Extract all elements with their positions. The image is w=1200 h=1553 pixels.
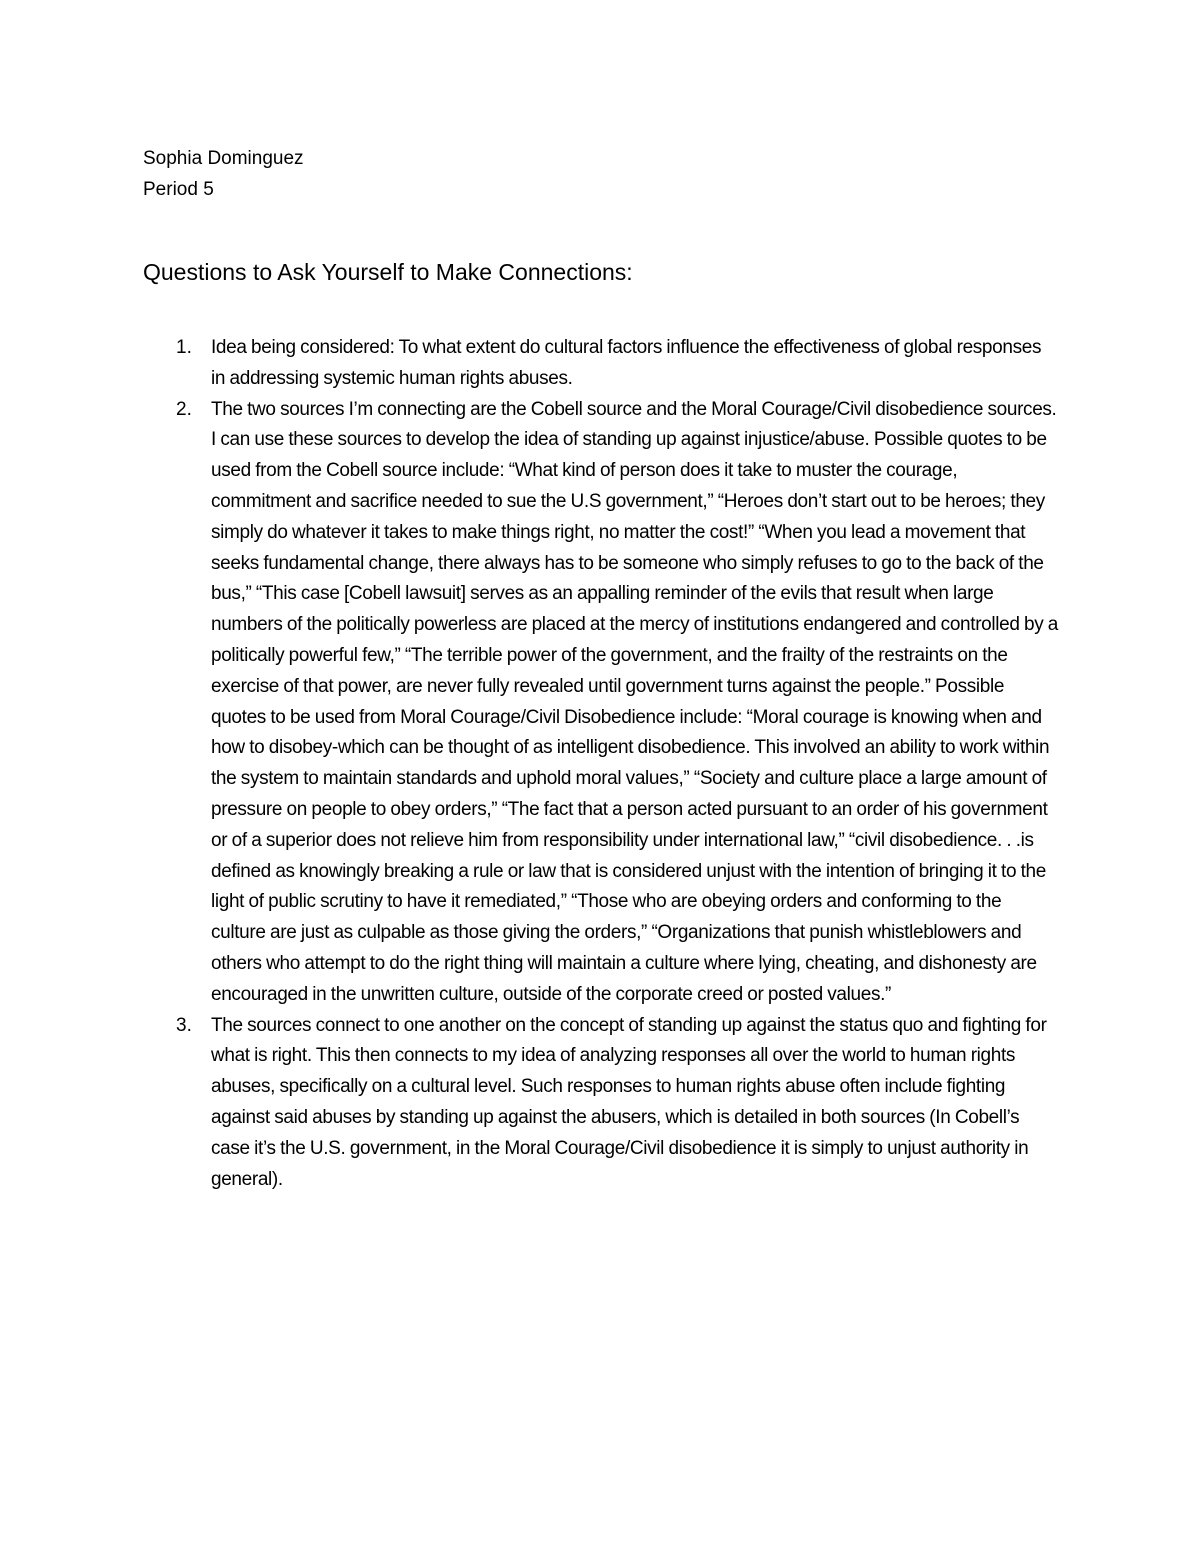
list-item-number: 3. [176, 1014, 192, 1036]
list-item-text: The sources connect to one another on the concept of standing up against the status quo and fighting for what is right. This then connects to my idea of analyzing responses all over the world to human rights abuses, specifically on a cultural level. Such responses to human rights abuse often include fighting against said abuses by standing up against the abusers, which is detailed in both sources (In Cobell’s case it’s the U.S. government, in the Moral Courage/Civil disobedience it is simply to unjust authority in general). [211, 1014, 1047, 1190]
author-name: Sophia Dominguez [143, 148, 304, 169]
list-item [143, 1011, 1058, 1196]
class-period: Period 5 [143, 179, 214, 200]
list-item-number: 1. [176, 337, 192, 358]
list-item [143, 333, 1058, 395]
list-item-number: 2. [176, 398, 192, 420]
list-item-text: Idea being considered: To what extent do cultural factors influence the effectiveness of global responses in addressing systemic human rights abuses. [211, 337, 1042, 389]
list-item [143, 395, 1058, 1011]
numbered-list [143, 333, 1058, 1195]
section-heading: Questions to Ask Yourself to Make Connections: [143, 259, 633, 285]
document-header [143, 143, 304, 205]
list-item-text: The two sources I’m connecting are the Cobell source and the Moral Courage/Civil disobedience sources. I can use these sources to develop the idea of standing up against injustice/abuse. Possible quotes to be used from the Cobell source include: “What kind of person does it take to muster the courage, commitment and sacrifice needed to sue the U.S government,” “Heroes don’t start out to be heroes; they simply do whatever it takes to make things right, no matter the cost!” “When you lead a movement that seeks fundamental change, there always has to be someone who simply refuses to go to the back of the bus,” “This case [Cobell lawsuit] serves as an appalling reminder of the evils that result when large numbers of the politically powerless are placed at the mercy of institutions endangered and controlled by a politically powerful few,” “The terrible power of the government, and the frailty of the restraints on the exercise of that power, are never fully revealed until government turns against the people.” Possible quotes to be used from Moral Courage/Civil Disobedience include: “Moral courage is knowing when and how to disobey-which can be thought of as intelligent disobedience. This involved an ability to work within the system to maintain standards and uphold moral values,” “Society and culture place a large amount of pressure on people to obey orders,” “The fact that a person acted pursuant to an order of his government or of a superior does not relieve him from responsibility under international law,” “civil disobedience. . .is defined as knowingly breaking a rule or law that is considered unjust with the intention of bringing it to the light of public scrutiny to have it remediated,” “Those who are obeying orders and conforming to the culture are just as culpable as those giving the orders,” “Organizations that punish whistleblowers and others who attempt to do the right thing will maintain a culture where lying, cheating, and dishonesty are encouraged in the unwritten culture, outside of the corporate creed or posted values.” [211, 398, 1059, 1005]
